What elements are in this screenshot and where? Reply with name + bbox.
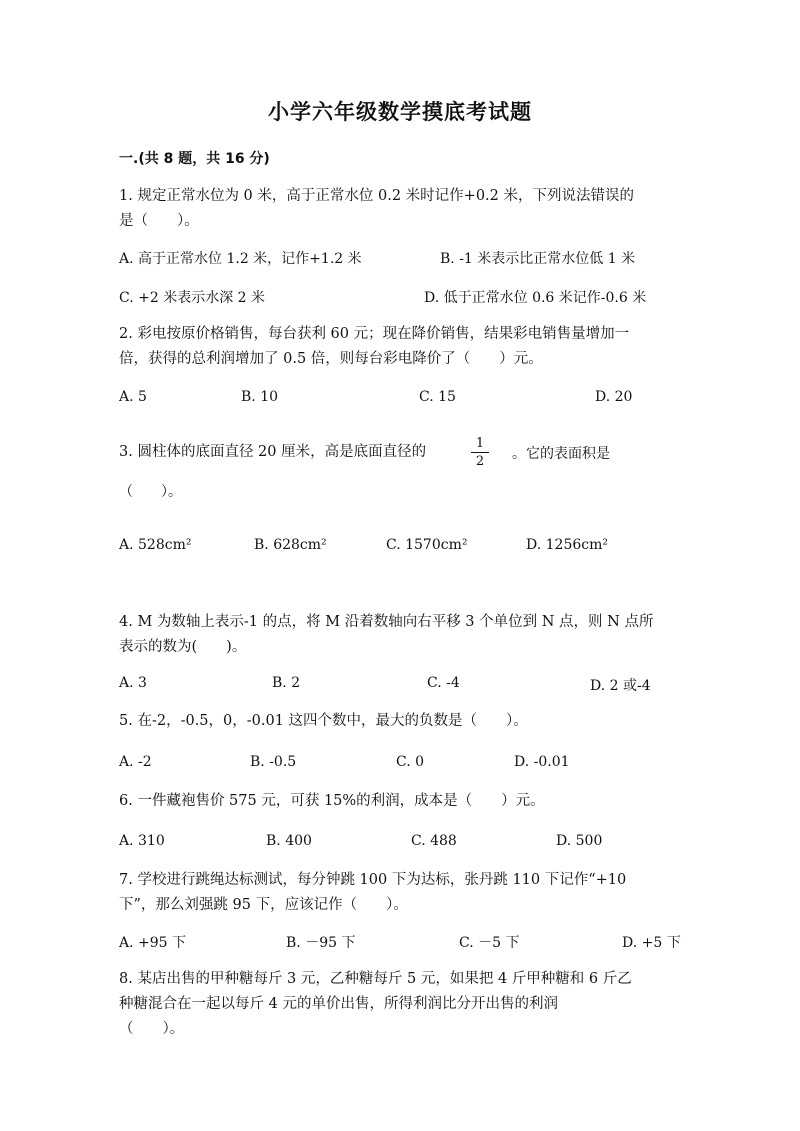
question-4-option-b[interactable]: B. 2 xyxy=(272,675,301,691)
question-7-stem-line2: 下”，那么刘强跳 95 下，应该记作（ ）。 xyxy=(119,897,408,913)
question-6-option-d[interactable]: D. 500 xyxy=(556,833,603,849)
page-title: 小学六年级数学摸底考试题 xyxy=(268,100,532,124)
question-2-stem-line1: 2. 彩电按原价格销售，每台获利 60 元；现在降价销售，结果彩电销售量增加一 xyxy=(119,326,630,342)
section-header: 一.(共 8 题，共 16 分) xyxy=(119,151,270,167)
question-5-stem-line1: 5. 在-2，-0.5，0，-0.01 这四个数中，最大的负数是（ ）。 xyxy=(119,713,528,729)
question-5-option-c[interactable]: C. 0 xyxy=(396,754,425,770)
question-4-option-c[interactable]: C. -4 xyxy=(427,675,460,691)
question-3-stem-line2: （ ）。 xyxy=(119,484,182,500)
question-1-option-a[interactable]: A. 高于正常水位 1.2 米，记作+1.2 米 xyxy=(119,251,362,267)
question-3-stem-line1: 3. 圆柱体的底面直径 20 厘米，高是底面直径的 xyxy=(119,444,427,460)
question-8-stem-line3: （ ）。 xyxy=(119,1021,185,1037)
question-3-option-d[interactable]: D. 1256cm² xyxy=(526,537,608,553)
question-4-stem-line1: 4. M 为数轴上表示-1 的点，将 M 沿着数轴向右平移 3 个单位到 N 点，则 N 点所 xyxy=(119,614,654,630)
fraction-denominator: 2 xyxy=(475,454,485,469)
fraction-one-half xyxy=(468,436,492,469)
question-4 xyxy=(119,610,684,660)
question-2 xyxy=(119,322,684,372)
question-5-option-d[interactable]: D. -0.01 xyxy=(514,754,570,770)
question-8-stem-line2: 种糖混合在一起以每斤 4 元的单价出售，所得利润比分开出售的利润 xyxy=(119,996,558,1012)
question-3-option-a[interactable]: A. 528cm² xyxy=(119,537,192,553)
question-6-stem-line1: 6. 一件藏袍售价 575 元，可获 15%的利润，成本是（ ）元。 xyxy=(119,793,545,809)
question-7-option-b[interactable]: B. －95 下 xyxy=(286,935,356,951)
question-4-stem-line2: 表示的数为( )。 xyxy=(119,639,247,655)
question-1 xyxy=(119,184,684,234)
question-8-stem-line1: 8. 某店出售的甲种糖每斤 3 元，乙种糖每斤 5 元，如果把 4 斤甲种糖和 6 斤乙 xyxy=(119,971,632,987)
question-7-option-a[interactable]: A. +95 下 xyxy=(119,935,187,951)
question-7-option-c[interactable]: C. －5 下 xyxy=(459,935,520,951)
question-5-option-a[interactable]: A. -2 xyxy=(119,754,152,770)
question-6-option-b[interactable]: B. 400 xyxy=(266,833,312,849)
question-1-option-d[interactable]: D. 低于正常水位 0.6 米记作-0.6 米 xyxy=(424,290,647,306)
question-3-stem-after: 。它的表面积是 xyxy=(512,446,610,462)
question-2-option-b[interactable]: B. 10 xyxy=(241,389,279,405)
question-2-stem-line2: 倍，获得的总利润增加了 0.5 倍，则每台彩电降价了（ ）元。 xyxy=(119,351,543,367)
question-2-option-a[interactable]: A. 5 xyxy=(119,389,147,405)
question-3-option-c[interactable]: C. 1570cm² xyxy=(386,537,468,553)
question-7-option-d[interactable]: D. +5 下 xyxy=(622,935,681,951)
question-4-option-a[interactable]: A. 3 xyxy=(119,675,147,691)
question-3-option-b[interactable]: B. 628cm² xyxy=(254,537,327,553)
question-1-option-c[interactable]: C. +2 米表示水深 2 米 xyxy=(119,290,266,306)
question-6-option-a[interactable]: A. 310 xyxy=(119,833,165,849)
question-1-stem-line1: 1. 规定正常水位为 0 米，高于正常水位 0.2 米时记作+0.2 米，下列说法错误的 xyxy=(119,188,634,204)
question-1-stem-line2: 是（ ）。 xyxy=(119,213,199,229)
question-6 xyxy=(119,789,684,814)
question-4-option-d[interactable]: D. 2 或-4 xyxy=(590,678,651,694)
question-6-option-c[interactable]: C. 488 xyxy=(411,833,457,849)
question-5 xyxy=(119,709,684,734)
question-7-stem-line1: 7. 学校进行跳绳达标测试，每分钟跳 100 下为达标，张丹跳 110 下记作“+10 xyxy=(119,872,627,888)
question-5-option-b[interactable]: B. -0.5 xyxy=(250,754,297,770)
question-1-option-b[interactable]: B. -1 米表示比正常水位低 1 米 xyxy=(440,251,636,267)
fraction-numerator: 1 xyxy=(475,436,485,451)
question-2-option-c[interactable]: C. 15 xyxy=(419,389,456,405)
question-2-option-d[interactable]: D. 20 xyxy=(595,389,633,405)
question-7 xyxy=(119,868,684,918)
question-8 xyxy=(119,967,684,1042)
fraction-bar xyxy=(471,452,489,453)
